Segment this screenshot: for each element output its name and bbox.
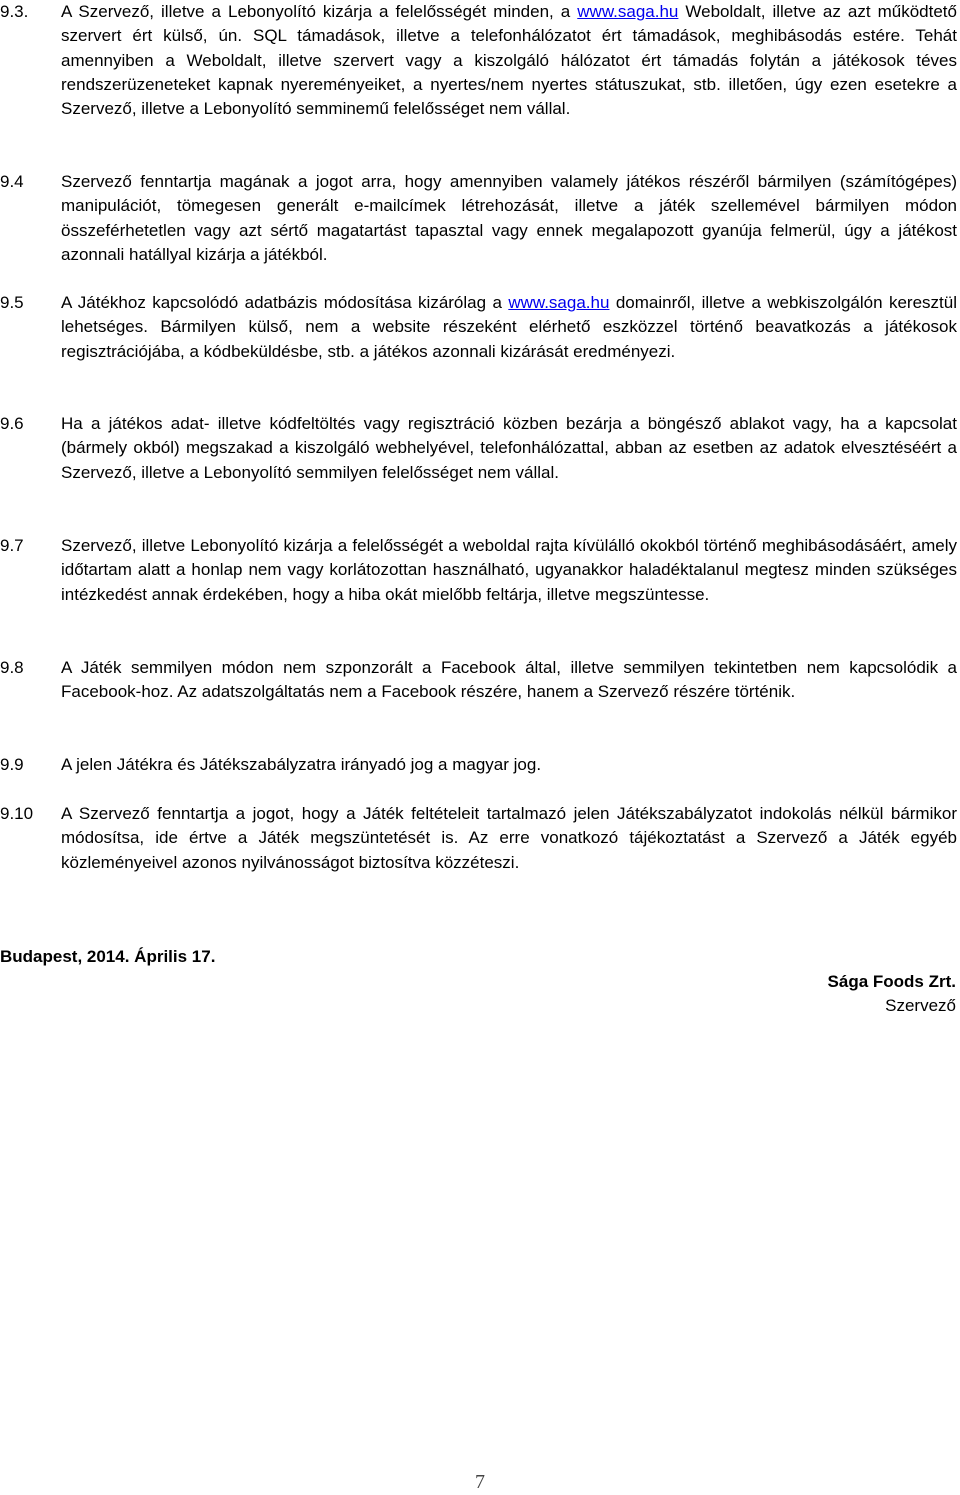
clause-text: Ha a játékos adat- illetve kódfeltöltés vagy regisztráció közben bezárja a böngésző ablakot vagy, ha a kapcsolat (bármely okból) megszakad a kiszolgáló webhelyével, telefonhálózattal, abban az esetben az adatok elvesztéséért a Szervező, illetve a Lebonyolító semmilyen felelősséget nem vállal. bbox=[61, 414, 957, 482]
clause-number: 9.10 bbox=[0, 804, 34, 823]
clause-9-8 bbox=[0, 656, 957, 705]
clause-9-4 bbox=[0, 170, 957, 267]
clause-number: 9.7 bbox=[0, 536, 24, 555]
clause-number: 9.8 bbox=[0, 658, 24, 677]
company-name: Sága Foods Zrt. bbox=[827, 972, 956, 991]
clause-number: 9.6 bbox=[0, 414, 24, 433]
clause-9-9 bbox=[0, 753, 957, 777]
signature-block bbox=[828, 970, 956, 1019]
clause-text: Szervező, illetve Lebonyolító kizárja a felelősségét a weboldal rajta kívülálló okokból történő meghibásodásáért, amely időtartam alatt a honlap nem vagy korlátozottan használható, ugyanakkor haladéktalanul megtesz minden szükséges intézkedést annak érdekében, hogy a hiba okát mielőbb feltárja, illetve megszüntesse. bbox=[61, 536, 957, 604]
clause-number: 9.3. bbox=[0, 2, 29, 21]
clause-text: A Szervező fenntartja a jogot, hogy a Játék feltételeit tartalmazó jelen Játékszabályzatot indokolás nélkül bármikor módosítsa, ide értve a Játék megszüntetését is. Az erre vonatkozó tájékoztatást a Szervező a Játék egyéb közleményeivel azonos nyilvánosságot biztosítva közzéteszi. bbox=[61, 804, 957, 872]
clause-text: A Játék semmilyen módon nem szponzorált a Facebook által, illetve semmilyen tekintetben nem kapcsolódik a Facebook-hoz. Az adatszolgáltatás nem a Facebook részére, hanem a Szervező részére történik. bbox=[61, 658, 957, 702]
page-number: 7 bbox=[475, 1471, 485, 1493]
clause-9-10 bbox=[0, 802, 957, 875]
clause-number: 9.4 bbox=[0, 172, 24, 191]
clause-text: A jelen Játékra és Játékszabályzatra irányadó jog a magyar jog. bbox=[61, 755, 542, 774]
saga-website-link[interactable]: www.saga.hu bbox=[577, 2, 679, 21]
clause-text: A Szervező, illetve a Lebonyolító kizárja a felelősségét minden, a www.saga.hu Weboldalt, illetve az azt működtető szervert ért külső, ún. SQL támadások, illetve a telefonhálózatot ért támadások, meghibásodás estére. Tehát amennyiben a Weboldalt, illetve szervert vagy a kiszolgáló hálózatot ért támadás folytán a játékosok téves rendszerüzeneteket kapnak nyereményeiket, a nyertes/nem nyertes státuszukat, stb. illetően, úgy ezen esetekre a Szervező, illetve a Lebonyolító semminemű felelősséget nem vállal. bbox=[61, 2, 957, 119]
signatory-role: Szervező bbox=[885, 996, 956, 1016]
clause-number: 9.9 bbox=[0, 755, 24, 774]
place-and-date: Budapest, 2014. Április 17. bbox=[0, 947, 216, 966]
clause-9-7 bbox=[0, 534, 957, 607]
saga-website-link[interactable]: www.saga.hu bbox=[508, 293, 610, 312]
clause-9-3 bbox=[0, 0, 957, 121]
clause-9-5 bbox=[0, 291, 957, 364]
clause-text: Szervező fenntartja magának a jogot arra, hogy amennyiben valamely játékos részéről bármilyen (számítógépes) manipulációt, tömegesen generált e-mailcímek létrehozását, illetve a játék szellemével bármilyen módon összeférhetetlen vagy azt sértő magatartást tapasztal vagy ennek megalapozott gyanúja felmerül, úgy a játékost azonnali hatállyal kizárja a játékból. bbox=[61, 172, 957, 264]
clause-number: 9.5 bbox=[0, 293, 24, 312]
clause-text: A Játékhoz kapcsolódó adatbázis módosítása kizárólag a www.saga.hu domainről, illetve a webkiszolgálón keresztül lehetséges. Bármilyen külső, nem a website részeként elérhető eszközzel történő beavatkozás a játékosok regisztrációjába, a kódbeküldésbe, stb. a játékos azonnali kizárását eredményezi. bbox=[61, 293, 957, 361]
clause-9-6 bbox=[0, 412, 957, 485]
